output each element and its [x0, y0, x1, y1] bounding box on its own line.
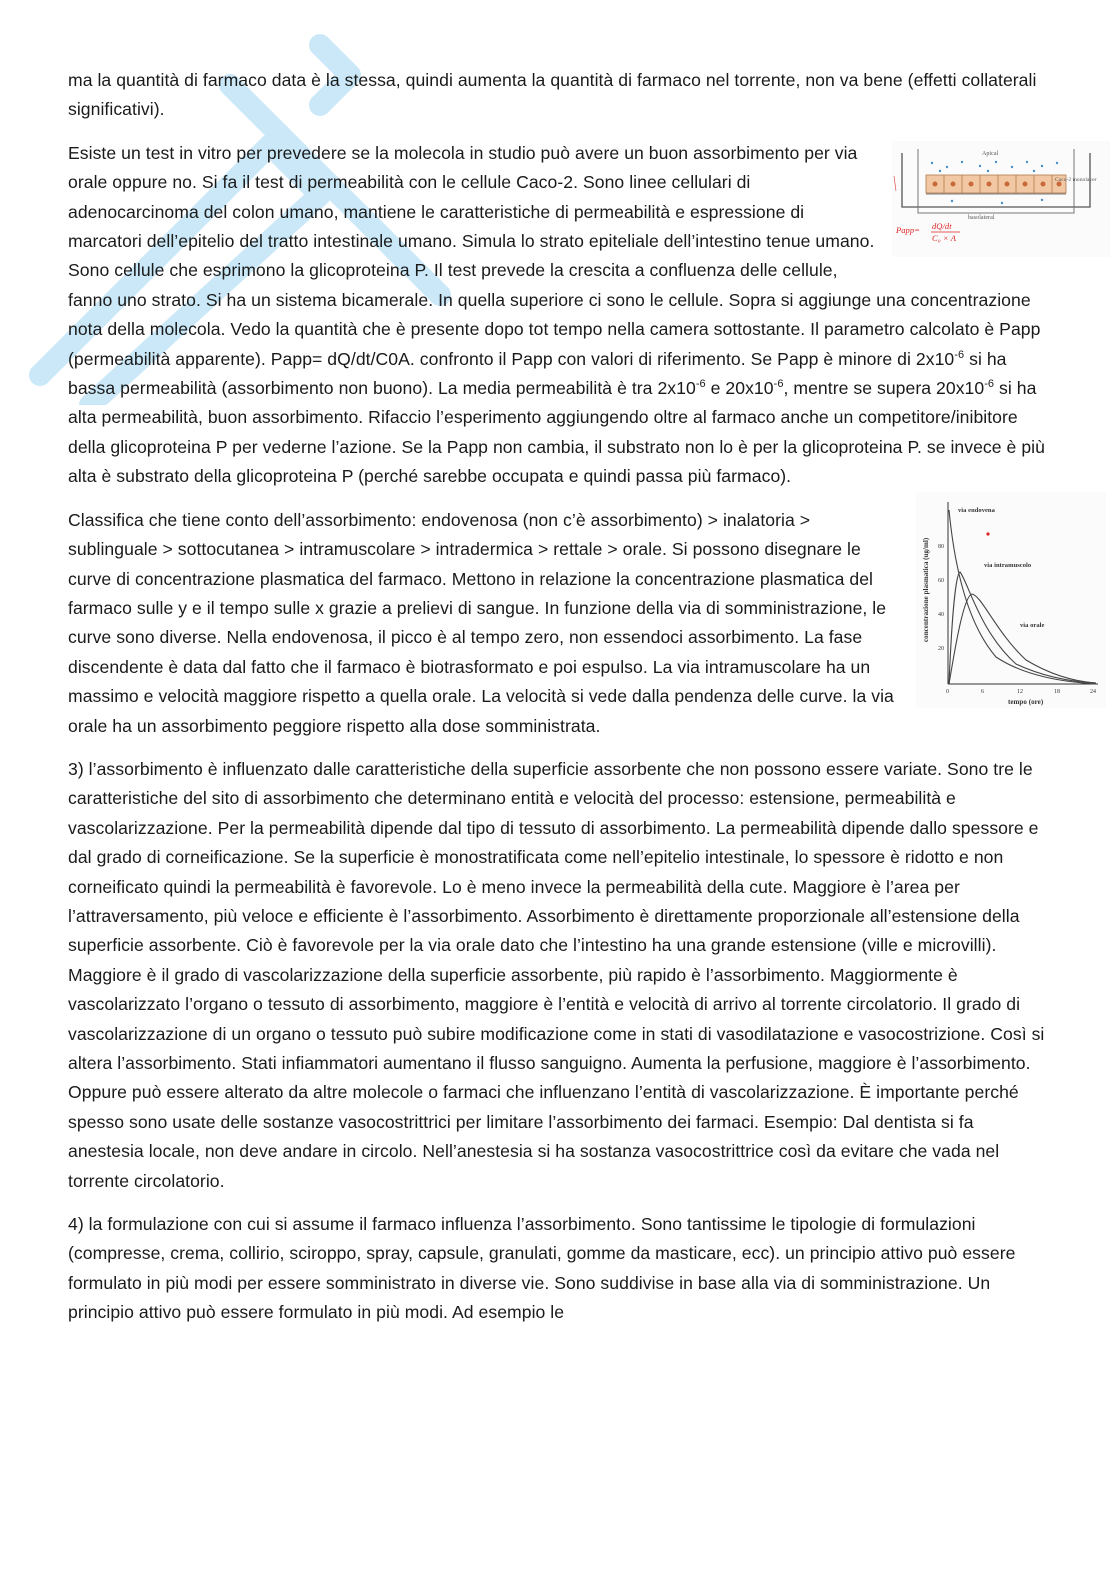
y-tick-label: 40 [938, 611, 945, 618]
y-tick-label: 20 [938, 645, 945, 652]
y-tick-label: 80 [938, 543, 945, 550]
monolayer-label: Caco-2 monolayer [1055, 176, 1097, 183]
x-axis-label: tempo (ore) [1008, 697, 1044, 706]
x-tick-label: 24 [1090, 688, 1097, 695]
label-orale: via orale [1020, 621, 1045, 629]
y-axis-label: concentrazione plasmatica (ug/ml) [922, 537, 930, 642]
label-endovena: via endovena [958, 506, 995, 514]
x-tick-label: 6 [981, 688, 985, 695]
papp-formula-denominator: C₀ × A [932, 232, 956, 243]
paragraph-4: 3) l’assorbimento è influenzato dalle caratteristiche della superficie assorbente che non possono essere variate. Sono tre le caratteristiche del sito di assorbimento che determinano entità e velocità del processo: estensione, permeabilità e vascolarizzazione. Per la permeabilità dipende dal tipo di tessuto di assorbimento. La permeabilità dipende dallo spessore e dal grado di corneificazione. Se la superficie è monostratificata come nell’epitelio intestinale, lo spessore è ridotto e non corneificato quindi la permeabilità è favorevole. Lo è meno invece la permeabilità della cute. Maggiore è l’area per l’attraversamento, più veloce e efficiente è l’assorbimento. Assorbimento è direttamente proporzionale all’estensione della superficie assorbente. Ciò è favorevole per la via orale dato che l’intestino ha una grande estensione (ville e microvilli). Maggiore è il grado di vascolarizzazione della superficie assorbente, più rapido è l’assorbimento. Maggiormente è vascolarizzato l’organo o tessuto di assorbimento, maggiore è l’entità e velocità di arrivo al torrente circolatorio. Il grado di vascolarizzazione di un organo o tessuto può subire modificazione come in stati di vasodilatazione e vasocostrizione. Così si altera l’assorbimento. Stati infiammatori aumentano il flusso sanguigno. Aumenta la perfusione, maggiore è l’assorbimento. Oppure può essere alterato da altre molecole o farmaci che influenzano l’entità di vascolarizzazione. È importante perché spesso sono usate delle sostanze vasocostrittrici per limitare l’assorbimento dei farmaci. Esempio: Dal dentista si fa anestesia locale, non deve andare in circolo. Nell’anestesia si ha sostanza vasocostrittrice così da evitare che vada nel torrente circolatorio. [68, 758, 1045, 1191]
paragraph-3: concentrazione plasmatica (ug/ml) 80 60 40 20 0 6 12 18 24 tempo (ore) via endovena via intramuscolo via orale Classifica che tiene conto dell’assorbimento: endovenosa (non c’è assorbimento) > inalatoria > sublinguale > sottocutanea > intramuscolare > intradermica > rettale > orale. Si possono disegnare le curve di concentrazione plasmatica del farmaco. Mettono in relazione la concentrazione plasmatica del farmaco sulle y e il tempo sulle x grazie a prelievi di sangue. In funzione della via di somministrazione, le curve sono diverse. Nella endovenosa, il picco è al tempo zero, non essendoci assorbimento. La fase discendente è data dal fatto che il farmaco è biotrasformato e poi espulso. La via intramuscolare ha un massimo e velocità maggiore rispetto a quella orale. La velocità si vede dalla pendenza delle curve. la via orale ha un assorbimento peggiore rispetto alla dose somministrata. [68, 506, 1048, 741]
x-tick-label: 0 [946, 688, 950, 695]
plasma-concentration-chart [916, 492, 1106, 708]
paragraph-5: 4) la formulazione con cui si assume il farmaco influenza l’assorbimento. Sono tantissime le tipologie di formulazioni (compresse, crema, collirio, sciroppo, spray, capsule, granulati, gomme da masticare, ecc). un principio attivo può essere formulato in più modi per essere somministrato in diverse vie. Sono suddivise in base alla via di somministrazione. Un principio attivo può essere formulato in più modi. Ad esempio le [68, 1214, 1016, 1323]
paragraph-1: ma la quantità di farmaco data è la stessa, quindi aumenta la quantità di farmaco nel torrente, non va bene (effetti collaterali significativi). [68, 70, 1037, 120]
y-tick-label: 60 [938, 577, 945, 584]
caco2-diagram [892, 141, 1110, 257]
label-intramuscolo: via intramuscolo [984, 561, 1032, 569]
cell-monolayer [926, 175, 1066, 194]
x-tick-label: 18 [1054, 688, 1061, 695]
apical-label: Apical [982, 150, 999, 157]
papp-formula-lhs: Papp= [896, 224, 920, 235]
papp-formula-numerator: dQ/dt [932, 220, 952, 231]
basolateral-label: basolateral [968, 214, 995, 221]
paragraph-2: Apical basolateral Caco-2 monolayer Papp= dQ/dt C₀ × A Esiste un test in vitro per prevedere se la molecola in studio può avere un buon assorbimento per via orale oppure no. Si fa il test di permeabilità con le cellule Caco-2. Sono linee cellulari di adenocarcinoma del colon umano, mantiene le caratteristiche di permeabilità e espressione di marcatori dell’epitelio del tratto intestinale umano. Simula lo strato epiteliale dell’intestino tenue umano. Sono cellule che esprimono la glicoproteina P. Il test prevede la crescita a confluenza delle cellule, fanno uno strato. Si ha un sistema bicamerale. In quella superiore ci sono le cellule. Sopra si aggiunge una concentrazione nota della molecola. Vedo la quantità che è presente dopo tot tempo nella camera sottostante. Il parametro calcolato è Papp (permeabilità apparente). Papp= dQ/dt/C0A. confronto il Papp con valori di riferimento. Se Papp è minore di $2x10^{-6}$ si ha bassa permeabilità (assorbimento non buono). La media permeabilità è tra $2x10^{-6}$ e $20x10^{-6}$, mentre se supera $20x10^{-6}$ si ha alta permeabilità, buon assorbimento. Rifaccio l’esperimento aggiungendo oltre al farmaco anche un competitore/inibitore della glicoproteina P per vederne l’azione. Se la Papp non cambia, il substrato non lo è per la glicoproteina P. se invece è più alta è substrato della glicoproteina P (perché sarebbe occupata e quindi passa più farmaco). [68, 139, 1048, 492]
x-tick-label: 12 [1017, 688, 1024, 695]
body-text [68, 66, 1097, 1342]
